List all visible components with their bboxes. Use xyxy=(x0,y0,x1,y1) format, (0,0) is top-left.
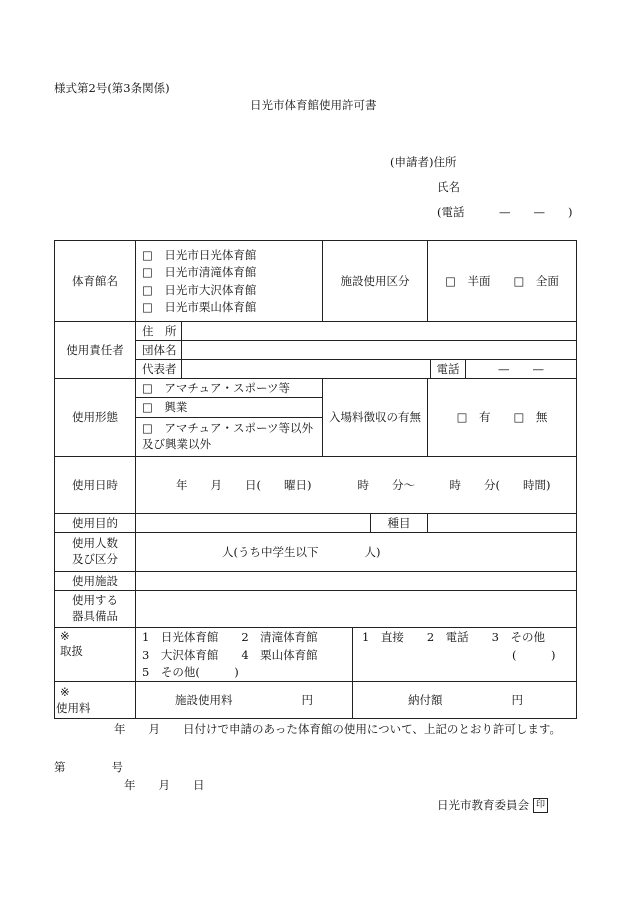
responsible-org-field[interactable] xyxy=(182,341,576,359)
sport-type-field[interactable] xyxy=(428,514,576,532)
equipment-label-line1: 使用する xyxy=(72,593,118,608)
usage-form-label: 使用形態 xyxy=(72,410,118,425)
gym-option-osawa[interactable]: □ 日光市大沢体育館 xyxy=(142,282,257,297)
usage-form-other-line1: □ アマチュア・スポーツ等以外 xyxy=(142,421,314,436)
headcount-field[interactable]: 人(うち中学生以下 人) xyxy=(222,544,381,559)
applicant-phone-label: (電話 — — ) xyxy=(437,205,573,219)
responsible-phone-label: 電話 xyxy=(436,361,460,376)
issuer xyxy=(437,798,548,813)
usage-datetime-field[interactable]: 年 月 日( 曜日) 時 分～ 時 分( 時間) xyxy=(176,477,551,492)
usage-form-amateur[interactable]: □ アマチュア・スポーツ等 xyxy=(142,380,291,395)
equipment-label-line2: 器具備品 xyxy=(72,609,118,623)
form-number: 様式第2号(第3条関係) xyxy=(54,81,170,95)
fee-label: 使用料 xyxy=(56,701,91,715)
responsible-rep-field[interactable] xyxy=(182,360,430,378)
headcount-label xyxy=(55,533,135,571)
admission-fee-label: 入場料徴収の有無 xyxy=(329,410,421,425)
paid-amount[interactable]: 納付額 円 xyxy=(408,693,523,707)
facility-field[interactable] xyxy=(136,572,576,590)
fee-mark: ※ xyxy=(60,685,70,699)
permit-date: 年 月 日 xyxy=(124,778,205,792)
handling-label: 取扱 xyxy=(60,644,83,658)
handling-left-line3: 5 その他( ) xyxy=(142,665,239,679)
handling-left-line2: 3 大沢体育館 4 栗山体育館 xyxy=(142,648,318,662)
equipment-label xyxy=(55,591,135,627)
responsible-label: 使用責任者 xyxy=(66,342,124,357)
facility-fee[interactable]: 施設使用料 円 xyxy=(175,693,313,707)
handling-right-line2: ( ) xyxy=(512,648,556,662)
usage-form-other[interactable] xyxy=(142,418,313,456)
usage-form-other-line2: 及び興業以外 xyxy=(142,437,211,451)
applicant-name-label: 氏名 xyxy=(437,180,460,194)
usage-datetime-label: 使用日時 xyxy=(72,477,118,492)
applicant-address-label: (申請者)住所 xyxy=(390,155,457,169)
usage-purpose-label: 使用目的 xyxy=(72,515,118,530)
gym-option-kuriyama[interactable]: □ 日光市栗山体育館 xyxy=(142,299,257,314)
handling-left-line1: 1 日光体育館 2 清滝体育館 xyxy=(142,630,318,644)
headcount-label-line2: 及び区分 xyxy=(72,552,118,566)
approval-statement: 年 月 日付けで申請のあった体育館の使用について、上記のとおり許可します。 xyxy=(114,722,562,736)
document-title: 日光市体育館使用許可書 xyxy=(250,98,377,112)
sport-type-label: 種目 xyxy=(387,515,411,530)
headcount-label-line1: 使用人数 xyxy=(72,536,118,551)
responsible-org-label: 団体名 xyxy=(142,342,177,357)
admission-fee-options[interactable]: □ 有 □ 無 xyxy=(456,410,548,425)
responsible-phone-field[interactable]: — — xyxy=(498,361,544,376)
seal-stamp: 印 xyxy=(533,798,548,813)
gym-options xyxy=(142,244,256,319)
division-options[interactable]: □ 半面 □ 全面 xyxy=(445,273,559,288)
issuer-name: 日光市教育委員会 xyxy=(437,797,529,812)
gym-label: 体育館名 xyxy=(72,273,118,288)
gym-option-nikko[interactable]: □ 日光市日光体育館 xyxy=(142,248,257,262)
division-label: 施設使用区分 xyxy=(340,273,410,288)
responsible-address-field[interactable] xyxy=(182,322,576,340)
equipment-field[interactable] xyxy=(136,591,576,627)
usage-purpose-field[interactable] xyxy=(136,514,370,532)
responsible-rep-label: 代表者 xyxy=(142,361,177,376)
handling-mark: ※ xyxy=(60,629,70,643)
usage-form-show[interactable]: □ 興業 xyxy=(142,400,188,415)
permit-number: 第 号 xyxy=(54,760,123,774)
handling-right-line1: 1 直接 2 電話 3 その他 xyxy=(362,630,545,644)
facility-label: 使用施設 xyxy=(72,573,118,588)
gym-option-kiyotaki[interactable]: □ 日光市清滝体育館 xyxy=(142,265,257,280)
responsible-address-label: 住 所 xyxy=(142,323,177,338)
